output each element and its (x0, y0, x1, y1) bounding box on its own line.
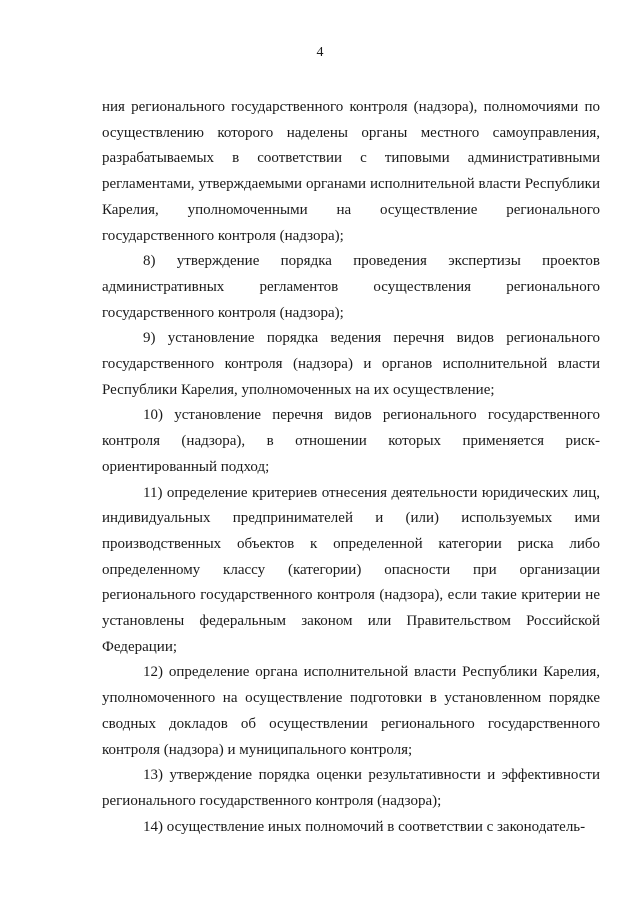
paragraph-continuation: ния регионального государственного контроля (надзора), полномочиями по осуществлению которого наделены органы местного самоуправления, разрабатываемых в соответствии с типовыми административными регламентами, утверждаемыми органами исполнительной власти Республики Карелия, уполномоченными на осуществление регионального государственного контроля (надзора); (102, 99, 600, 244)
paragraph-item-9: 9) установление порядка ведения перечня видов регионального государственного контроля (надзора) и органов исполнительной власти Республики Карелия, уполномоченных на их осуществление; (102, 330, 600, 398)
document-body (102, 95, 600, 840)
paragraph-item-12: 12) определение органа исполнительной власти Республики Карелия, уполномоченного на осуществление подготовки в установленном порядке сводных докладов об осуществлении регионального государственного контроля (надзора) и муниципального контроля; (102, 664, 600, 758)
page-number: 4 (316, 45, 324, 60)
paragraph-item-13: 13) утверждение порядка оценки результативности и эффективности регионального государственного контроля (надзора); (102, 767, 600, 809)
paragraph-item-10: 10) установление перечня видов регионального государственного контроля (надзора), в отношении которых применяется риск-ориентированный подход; (102, 407, 600, 475)
paragraph-item-14: 14) осуществление иных полномочий в соответствии с законодатель- (143, 818, 586, 835)
paragraph-item-11: 11) определение критериев отнесения деятельности юридических лиц, индивидуальных предпринимателей и (или) используемых ими производственных объектов к определенной категории риска либо определенному классу (категории) опасности при организации регионального государственного контроля (надзора), если такие критерии не установлены федеральным законом или Правительством Российской Федерации; (102, 484, 600, 655)
paragraph-item-8: 8) утверждение порядка проведения экспертизы проектов административных регламентов осуществления регионального государственного контроля (надзора); (102, 253, 600, 321)
